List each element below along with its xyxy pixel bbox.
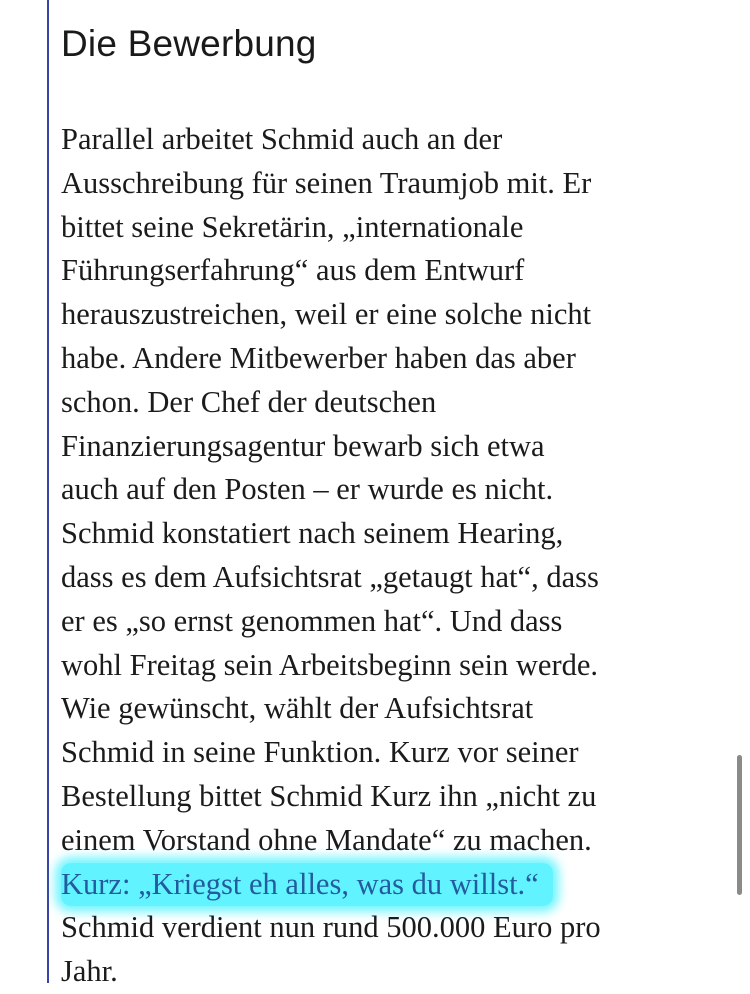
text-line: er es „so ernst genommen hat“. Und dass	[61, 603, 563, 638]
text-line: Schmid konstatiert nach seinem Hearing,	[61, 516, 564, 551]
article-body	[61, 118, 721, 994]
highlighted-quote: Kurz: „Kriegst eh alles, was du willst.“	[61, 863, 553, 907]
text-line: Führungserfahrung“ aus dem Entwurf	[61, 253, 525, 288]
article	[61, 18, 721, 994]
text-line: Parallel arbeitet Schmid auch an der	[61, 122, 503, 156]
text-line: Schmid in seine Funktion. Kurz vor seiner	[61, 735, 579, 770]
text-line: habe. Andere Mitbewerber haben das aber	[61, 340, 576, 375]
text-line: Ausschreibung für seinen Traumjob mit. Er	[61, 165, 592, 200]
text-line: schon. Der Chef der deutschen	[61, 384, 437, 419]
text-line: wohl Freitag sein Arbeitsbeginn sein werde.	[61, 647, 599, 682]
text-line: Bestellung bittet Schmid Kurz ihn „nicht zu	[61, 778, 597, 813]
left-border-rule	[47, 0, 49, 983]
text-line: Jahr.	[61, 954, 118, 989]
text-line: bittet seine Sekretärin, „internationale	[61, 209, 524, 244]
text-line: auch auf den Posten – er wurde es nicht.	[61, 472, 554, 507]
scrollbar-thumb[interactable]	[737, 755, 742, 895]
text-line: Wie gewünscht, wählt der Aufsichtsrat	[61, 691, 534, 726]
text-line: einem Vorstand ohne Mandate“ zu machen.	[61, 822, 592, 857]
highlighted-line	[61, 863, 721, 907]
text-line: herauszustreichen, weil er eine solche nicht	[61, 297, 592, 332]
text-line: Schmid verdient nun rund 500.000 Euro pro	[61, 910, 601, 945]
text-line: dass es dem Aufsichtsrat „getaugt hat“, dass	[61, 559, 599, 594]
section-heading: Die Bewerbung	[61, 23, 317, 64]
text-line: Finanzierungsagentur bewarb sich etwa	[61, 428, 545, 463]
